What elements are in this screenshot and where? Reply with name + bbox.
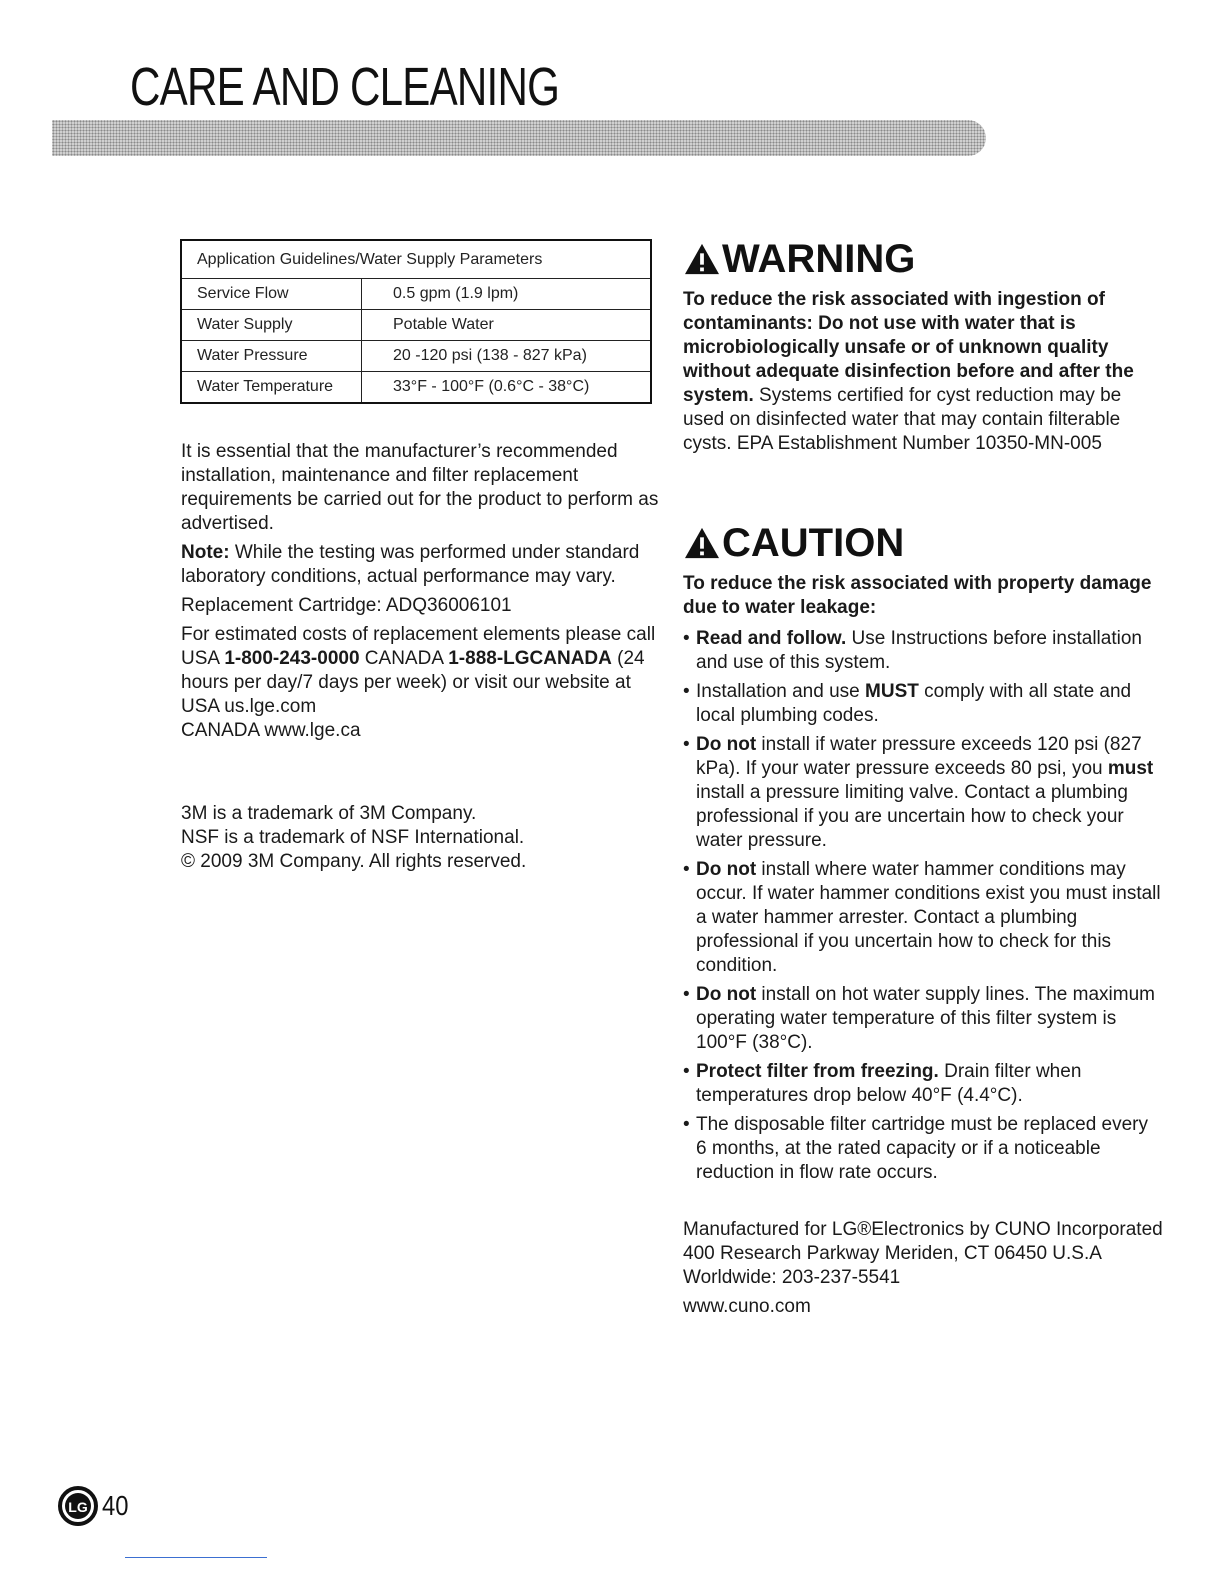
footer-divider xyxy=(125,1557,267,1558)
item-bold: Read and follow. xyxy=(696,628,847,649)
item-bold: Do not xyxy=(696,859,757,880)
page-number: 40 xyxy=(102,1490,129,1521)
table-row xyxy=(181,310,651,341)
copyright: © 2009 3M Company. All rights reserved. xyxy=(181,851,527,872)
list-item xyxy=(683,627,1163,675)
manufacturer-info xyxy=(683,1218,1163,1324)
trademark-notices xyxy=(181,802,661,874)
caution-heading-text: CAUTION xyxy=(722,521,905,565)
item-bold: MUST xyxy=(865,681,919,702)
manufacturer-text: Manufactured for LG®Electronics by CUNO Incorporated 400 Research Parkway Meriden, CT 06450 U.S.A Worldwide: 203-237-5541 xyxy=(683,1219,1163,1288)
list-item xyxy=(683,1113,1163,1185)
item-text: comply with all state and local plumbing codes. xyxy=(696,681,1132,726)
list-item xyxy=(683,858,1163,978)
caution-section xyxy=(683,520,1163,1190)
svg-text:LG: LG xyxy=(68,1499,88,1515)
warning-heading-text: WARNING xyxy=(722,237,916,281)
warning-bold-text: To reduce the risk associated with ingestion of contaminants: Do not use with water that is microbiologically unsafe or of unknown quality without adequate disinfection before and after the system. xyxy=(683,289,1134,406)
item-text: Installation and use xyxy=(696,681,866,702)
item-text: install a pressure limiting valve. Contact a plumbing professional if you are uncertain how to check your water pressure. xyxy=(696,782,1128,851)
warning-triangle-icon xyxy=(683,242,721,276)
item-bold: must xyxy=(1107,758,1154,779)
table-cell-value: 0.5 gpm (1.9 lpm) xyxy=(362,279,652,310)
item-bold: Do not xyxy=(696,984,757,1005)
table-cell-value: Potable Water xyxy=(362,310,652,341)
manufacturer-website: www.cuno.com xyxy=(683,1296,811,1317)
table-cell-label: Water Supply xyxy=(181,310,362,341)
caution-intro: To reduce the risk associated with property damage due to water leakage: xyxy=(683,573,1152,618)
item-text: install on hot water supply lines. The maximum operating water temperature of this filter system is 100°F (38°C). xyxy=(696,984,1155,1053)
table-row xyxy=(181,341,651,372)
item-text: install if water pressure exceeds 120 psi (827 kPa). If your water pressure exceeds 80 psi, you xyxy=(696,734,1142,779)
item-text: The disposable filter cartridge must be replaced every 6 months, at the rated capacity or if a noticeable reduction in flow rate occurs. xyxy=(696,1114,1149,1183)
warning-heading xyxy=(683,236,1163,282)
phone-canada: 1-888-LGCANADA xyxy=(448,648,612,669)
item-text: install where water hammer conditions may occur. If water hammer conditions exist you must install a water hammer arrester. Contact a plumbing professional if you uncertain how to check for this condition. xyxy=(696,859,1161,976)
table-cell-label: Water Temperature xyxy=(181,372,362,404)
contact-text: For estimated costs of replacement elements please call USA xyxy=(181,624,656,669)
note-paragraph xyxy=(181,541,661,589)
left-column xyxy=(181,440,661,748)
warning-body-text: Systems certified for cyst reduction may be used on disinfected water that may contain filterable cysts. EPA Establishment Number 10350-MN-005 xyxy=(683,385,1122,454)
table-cell-label: Service Flow xyxy=(181,279,362,310)
list-item xyxy=(683,733,1163,853)
warning-text xyxy=(683,288,1163,456)
note-text: While the testing was performed under standard laboratory conditions, actual performance may vary. xyxy=(181,542,640,587)
replacement-cartridge: Replacement Cartridge: ADQ36006101 xyxy=(181,595,512,616)
contact-text: CANADA xyxy=(359,648,449,669)
contact-text: (24 hours per day/7 days per week) or visit our website at USA us.lge.com xyxy=(181,648,645,717)
item-bold: Protect filter from freezing. xyxy=(696,1061,939,1082)
warning-triangle-icon xyxy=(683,526,721,560)
item-bold: Do not xyxy=(696,734,757,755)
table-cell-value: 20 -120 psi (138 - 827 kPa) xyxy=(362,341,652,372)
water-supply-parameters-table xyxy=(180,239,652,404)
caution-list xyxy=(683,627,1163,1185)
intro-paragraph: It is essential that the manufacturer’s recommended installation, maintenance and filter replacement requirements be carried out for the product to perform as advertised. xyxy=(181,441,659,534)
page-footer xyxy=(58,1486,133,1526)
list-item xyxy=(683,680,1163,728)
table-title: Application Guidelines/Water Supply Parameters xyxy=(181,240,651,279)
list-item xyxy=(683,983,1163,1055)
title-divider-bar xyxy=(52,120,986,156)
item-text: Use Instructions before installation and use of this system. xyxy=(696,628,1142,673)
trademark-3m: 3M is a trademark of 3M Company. xyxy=(181,803,477,824)
lg-logo xyxy=(58,1486,98,1526)
caution-heading xyxy=(683,520,1163,566)
canada-website: CANADA www.lge.ca xyxy=(181,720,361,741)
contact-paragraph xyxy=(181,623,661,719)
note-label: Note: xyxy=(181,542,230,563)
phone-usa: 1-800-243-0000 xyxy=(224,648,360,669)
table-row xyxy=(181,372,651,404)
page-title: CARE AND CLEANING xyxy=(130,57,560,117)
table-cell-label: Water Pressure xyxy=(181,341,362,372)
table-cell-value: 33°F - 100°F (0.6°C - 38°C) xyxy=(362,372,652,404)
table-header-row xyxy=(181,240,651,279)
list-item xyxy=(683,1060,1163,1108)
item-text: Drain filter when temperatures drop below 40°F (4.4°C). xyxy=(696,1061,1082,1106)
table-row xyxy=(181,279,651,310)
trademark-nsf: NSF is a trademark of NSF International. xyxy=(181,827,525,848)
warning-section xyxy=(683,236,1163,456)
